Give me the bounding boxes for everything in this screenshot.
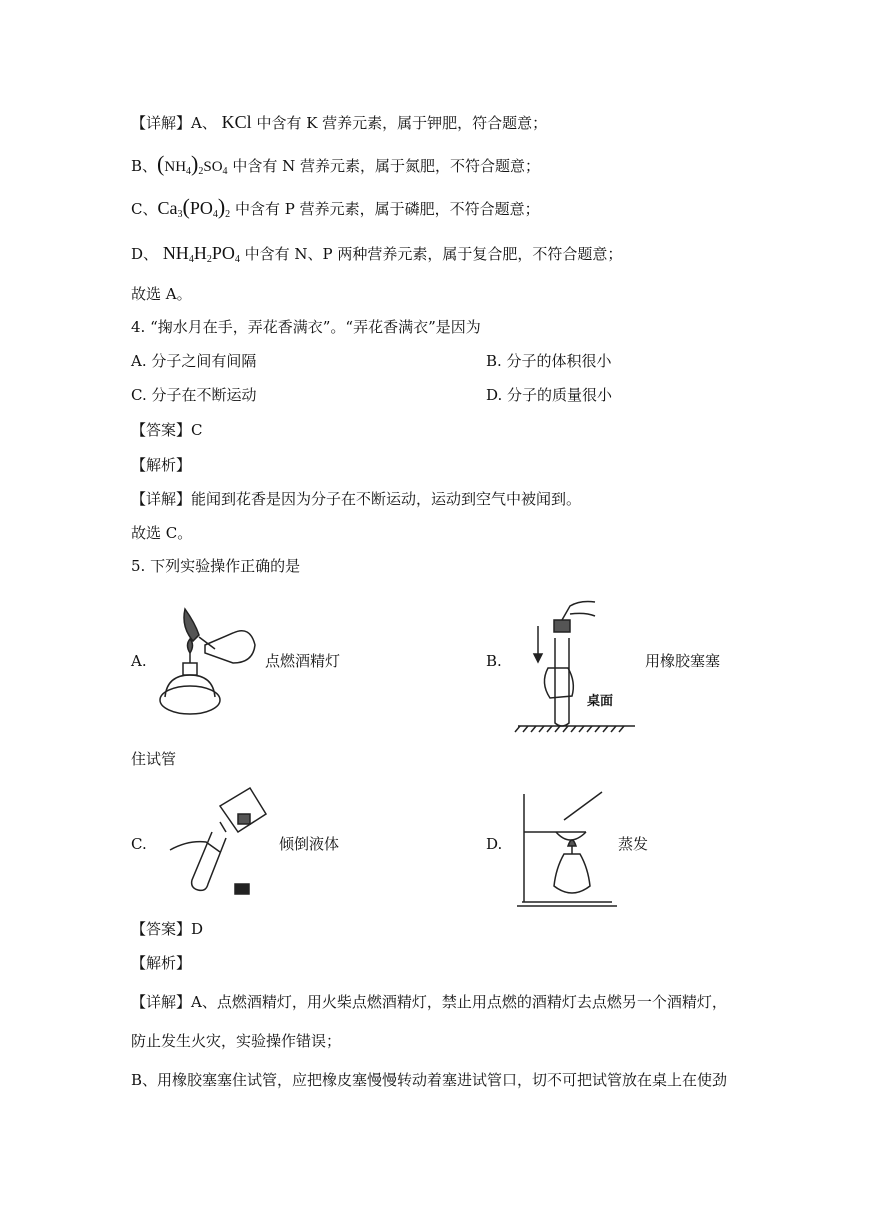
q4-option-d: D. 分子的质量很小	[486, 386, 613, 404]
q5-answer: 【答案】D	[131, 920, 204, 938]
option-b-prefix: B、	[131, 157, 158, 175]
option-c-prefix: C、	[131, 200, 158, 218]
detail-c-text: 中含有 P 营养元素，属于磷肥，不符合题意；	[234, 200, 540, 218]
kcl-formula: KCl	[221, 112, 252, 132]
detail-head: 【详解】	[131, 114, 192, 132]
alcohol-lamp-lighting-figure	[155, 605, 265, 720]
option-a-prefix: A、	[191, 114, 217, 132]
q4-option-c: C. 分子在不断运动	[131, 386, 257, 404]
q4-option-a: A. 分子之间有间隔	[131, 352, 257, 370]
ammonium-phosphate-formula: $NH_4H_2PO_4$	[162, 243, 240, 265]
q4-detail: 【详解】能闻到花香是因为分子在不断运动，运动到空气中被闻到。	[131, 490, 582, 508]
q3-choose: 故选 A。	[131, 285, 192, 303]
q5-option-c-text: 倾倒液体	[279, 835, 340, 853]
q5-option-b-continued: 住试管	[131, 750, 177, 768]
option-d-prefix: D、	[131, 245, 159, 263]
q5-option-c-letter: C.	[131, 835, 147, 853]
q5-stem: 5. 下列实验操作正确的是	[131, 557, 301, 575]
q5-option-b-letter: B.	[486, 652, 502, 670]
test-tube-stopper-figure	[510, 598, 640, 733]
q5-detail-line-1: 【详解】A、点燃酒精灯，用火柴点燃酒精灯，禁止用点燃的酒精灯去点燃另一个酒精灯，	[131, 993, 727, 1011]
desk-label: 桌面	[587, 694, 614, 709]
detail-c-line	[131, 196, 540, 220]
q4-option-b: B. 分子的体积很小	[486, 352, 612, 370]
q5-option-b-text: 用橡胶塞塞	[645, 652, 721, 670]
detail-b-text: 中含有 N 营养元素，属于氮肥，不符合题意；	[232, 157, 540, 175]
detail-a-text: 中含有 K 营养元素，属于钾肥，符合题意；	[256, 114, 548, 132]
q4-choose: 故选 C。	[131, 524, 193, 542]
detail-d-text: 中含有 N、P 两种营养元素，属于复合肥，不符合题意；	[244, 245, 623, 263]
q5-option-a-text: 点燃酒精灯	[265, 652, 341, 670]
q5-analysis: 【解析】	[131, 954, 192, 972]
pouring-liquid-figure	[160, 780, 275, 900]
q5-option-d-text: 蒸发	[618, 835, 649, 853]
detail-a-line	[131, 111, 547, 134]
q4-analysis: 【解析】	[131, 456, 192, 474]
evaporation-figure	[512, 786, 622, 908]
detail-d-line	[131, 242, 622, 265]
calcium-phosphate-formula: $Ca_3(PO_4)_2$	[157, 194, 231, 220]
q5-option-a-letter: A.	[131, 652, 147, 670]
q5-detail-line-3: B、用橡胶塞塞住试管，应把橡皮塞慢慢转动着塞进试管口，切不可把试管放在桌上在使劲	[131, 1071, 728, 1089]
q4-answer: 【答案】C	[131, 421, 203, 439]
q5-detail-line-2: 防止发生火灾，实验操作错误；	[131, 1032, 342, 1050]
detail-b-line	[131, 153, 540, 178]
q4-stem: 4. “掬水月在手，弄花香满衣”。“弄花香满衣”是因为	[131, 318, 481, 336]
ammonium-sulfate-formula: $(NH_4)_2SO_4$	[157, 151, 228, 177]
q5-option-d-letter: D.	[486, 835, 503, 853]
